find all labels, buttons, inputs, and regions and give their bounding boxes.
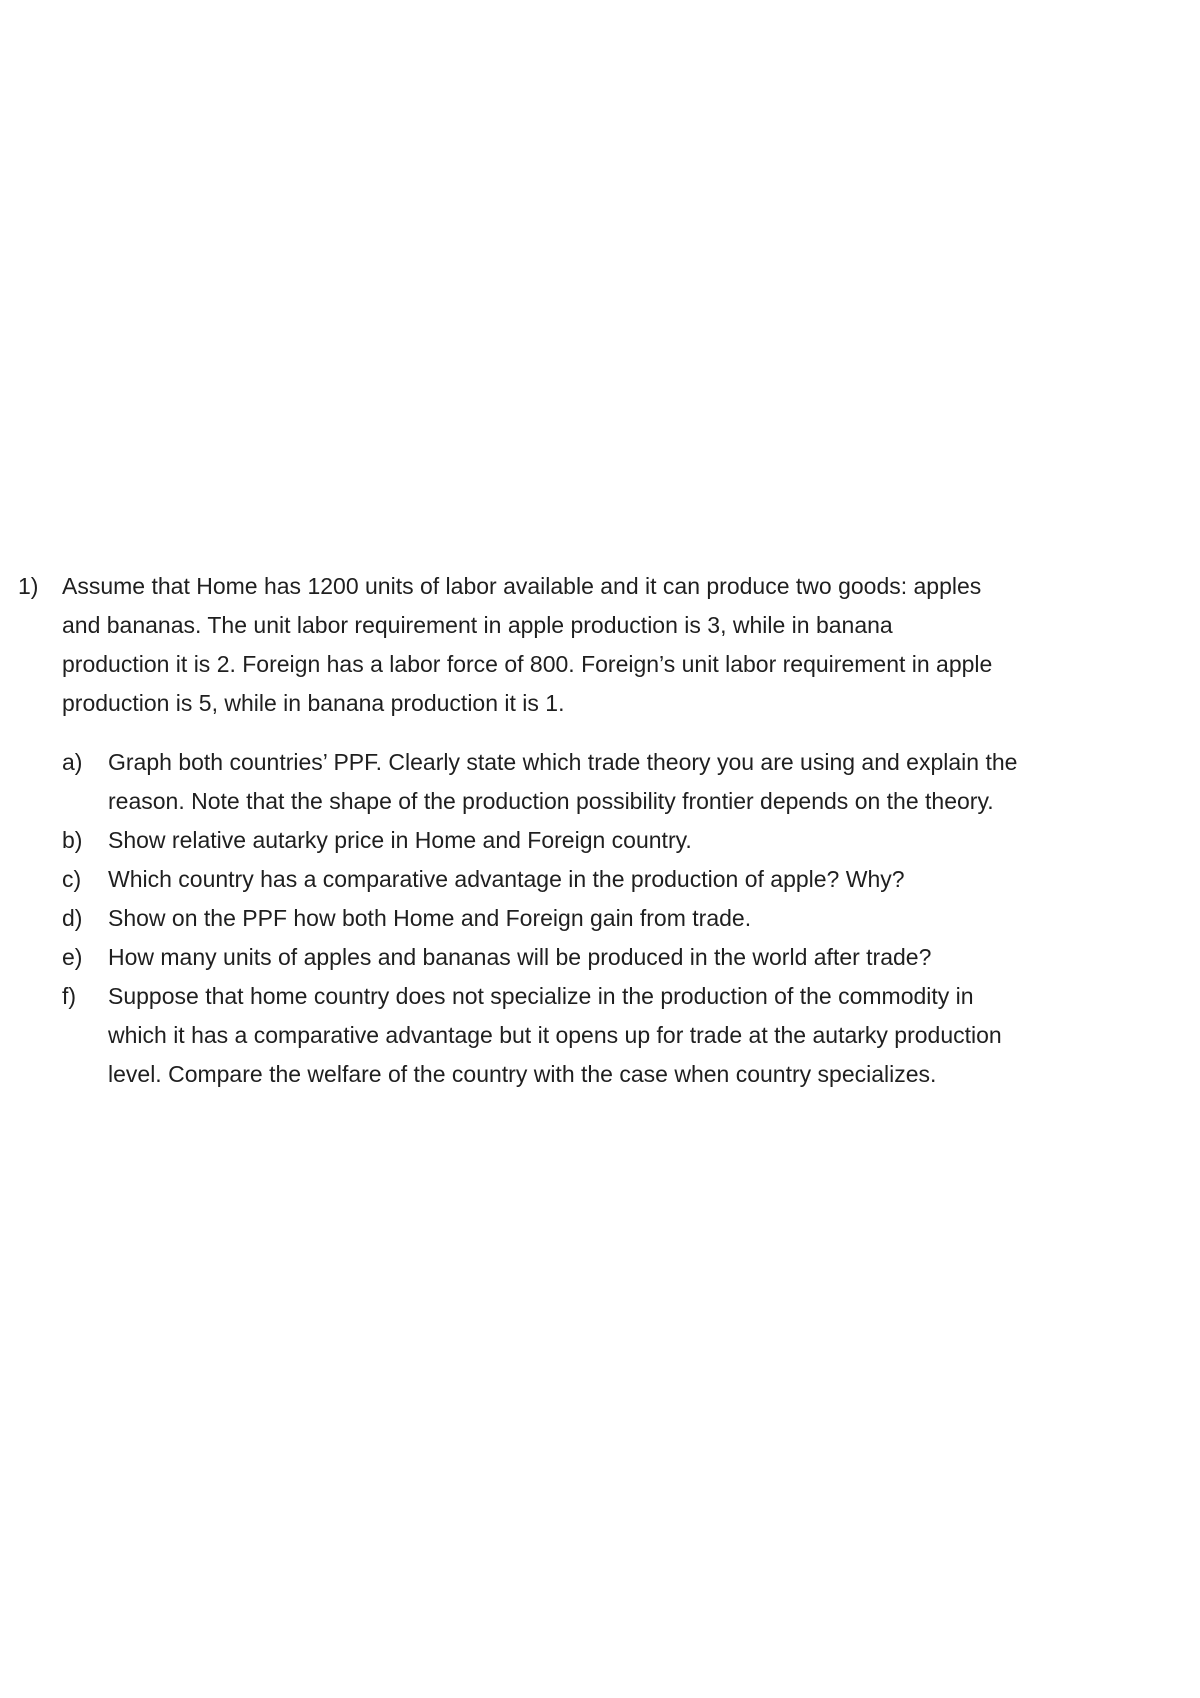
subpart-f (62, 977, 1158, 1094)
question-stem (18, 567, 1158, 723)
subpart-label: c) (62, 866, 82, 892)
subpart-label: e) (62, 944, 83, 970)
subpart-c (62, 860, 1158, 899)
question-number: 1) (18, 573, 39, 599)
subpart-text: Show relative autarky price in Home and Foreign country. (108, 827, 692, 853)
subpart-a (62, 743, 1158, 821)
question-1 (18, 567, 1158, 1094)
subpart-list (62, 743, 1158, 1094)
subpart-d (62, 899, 1158, 938)
subpart-label: d) (62, 905, 83, 931)
subpart-b (62, 821, 1158, 860)
subpart-label: b) (62, 827, 83, 853)
subpart-text: Which country has a comparative advantage in the production of apple? Why? (108, 866, 905, 892)
subpart-text: Show on the PPF how both Home and Foreign gain from trade. (108, 905, 752, 931)
subpart-label: a) (62, 749, 83, 775)
subpart-text: How many units of apples and bananas will be produced in the world after trade? (108, 944, 932, 970)
subpart-text: Graph both countries’ PPF. Clearly state which trade theory you are using and explain the reason. Note that the shape of the production possibility frontier depends on the theory. (108, 749, 1018, 814)
subpart-e (62, 938, 1158, 977)
subpart-label: f) (62, 983, 77, 1009)
question-text: Assume that Home has 1200 units of labor available and it can produce two goods: apples and bananas. The unit labor requirement in apple production is 3, while in banana production it is 2. Foreign has a labor force of 800. Foreign’s unit labor requirement in apple production is 5, while in banana production it is 1. (62, 573, 993, 716)
subpart-text: Suppose that home country does not specialize in the production of the commodity in which it has a comparative advantage but it opens up for trade at the autarky production level. Compare the welfare of the country with the case when country specializes. (108, 983, 1002, 1087)
